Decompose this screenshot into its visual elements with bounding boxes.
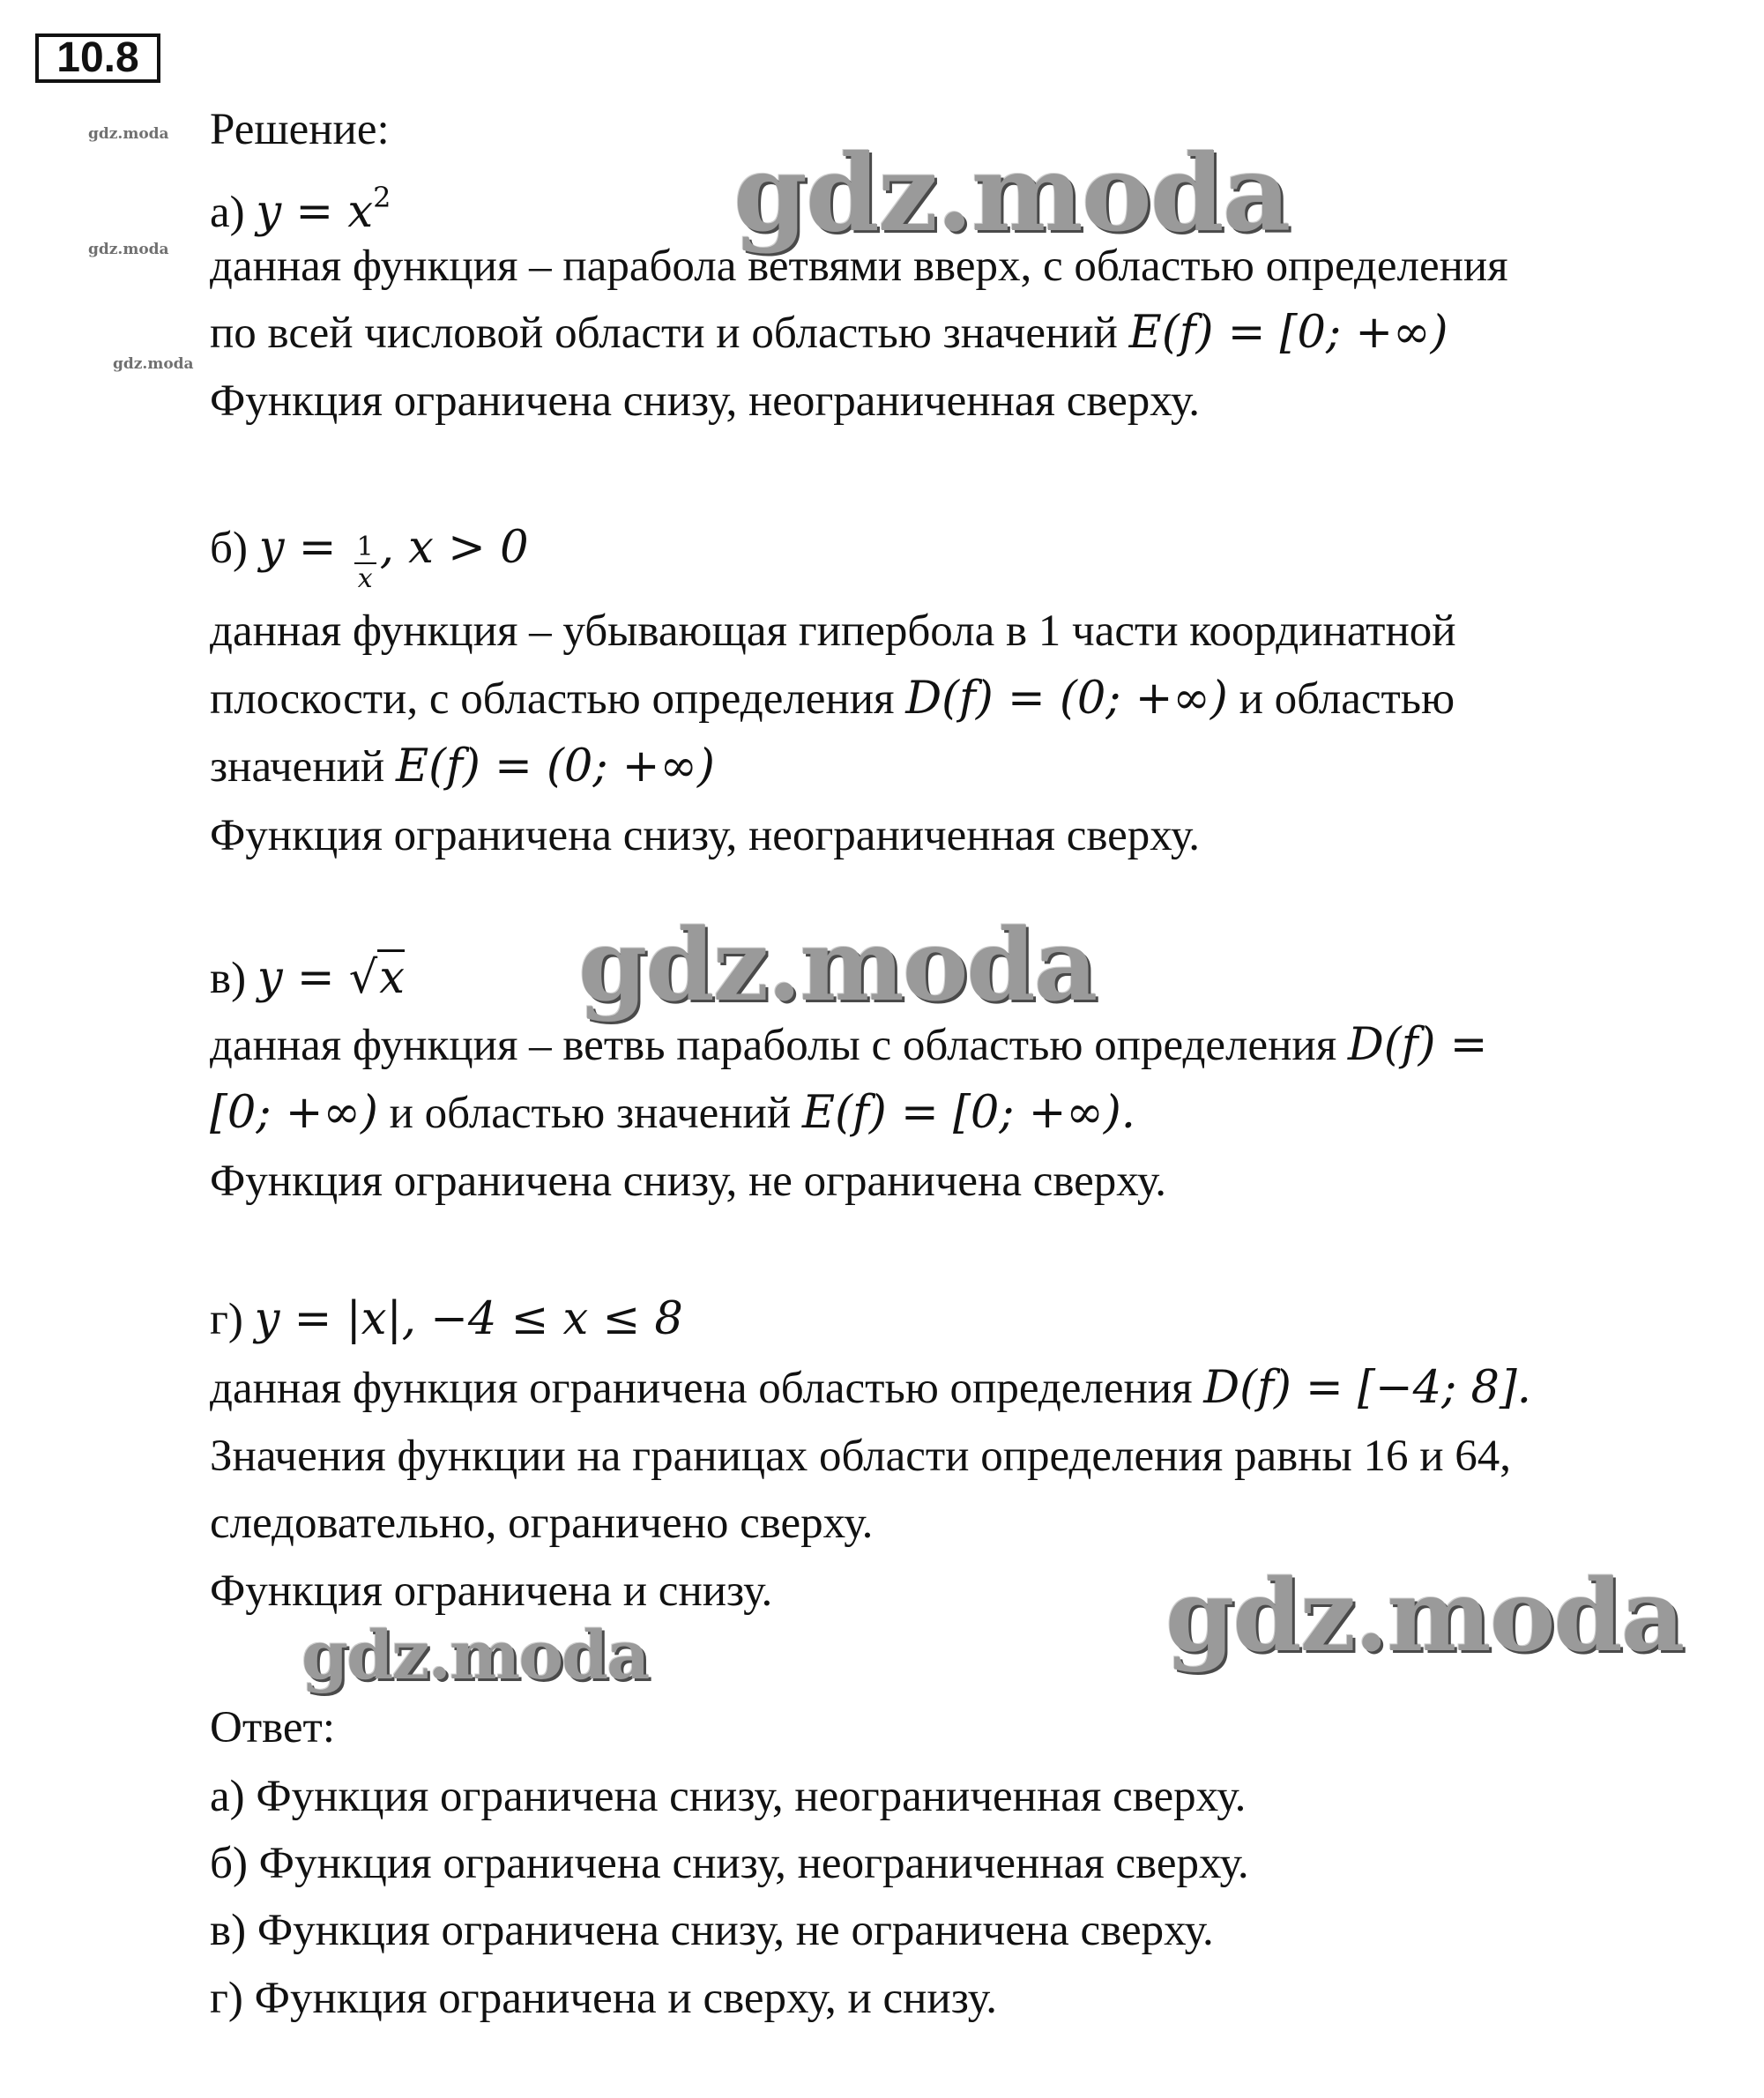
item-d-heading: г) y = |x|, −4 ≤ x ≤ 8 [210, 1293, 683, 1345]
answer-label: Ответ: [210, 1703, 335, 1752]
square-root: √x [349, 952, 405, 1005]
item-c-conclusion: Функция ограничена снизу, не ограничена сверху. [210, 1157, 1166, 1206]
domain-formula: D(f) = [1347, 1019, 1488, 1071]
answer-item: а) Функция ограничена снизу, неограниченная сверху. [210, 1772, 1247, 1821]
solution-label: Решение: [210, 105, 390, 154]
range-formula: E(f) = [0; +∞). [801, 1087, 1136, 1139]
watermark-small: gdz.moda [88, 125, 169, 143]
answer-item: в) Функция ограничена снизу, не ограничена сверху. [210, 1906, 1214, 1955]
item-a-desc-line1: данная функция – парабола ветвями вверх, с областью определения [210, 242, 1508, 291]
item-a-desc-line2: по всей числовой области и областью значений E(f) = [0; +∞) [210, 307, 1448, 359]
answer-item: б) Функция ограничена снизу, неограниченная сверху. [210, 1839, 1249, 1888]
watermark-small: gdz.moda [88, 241, 169, 258]
formula-d: y = |x|, −4 ≤ x ≤ 8 [254, 1293, 683, 1345]
answer-item: г) Функция ограничена и сверху, и снизу. [210, 1974, 997, 2023]
watermark-large: gdz.moda [733, 131, 1290, 256]
item-c-heading: в) y = √x [210, 952, 405, 1005]
watermark-large: gdz.moda [578, 908, 1097, 1023]
exponent: 2 [373, 181, 391, 214]
fraction: $\frac{1}{x}$ [354, 532, 376, 594]
item-a-conclusion: Функция ограничена снизу, неограниченная сверху. [210, 376, 1200, 426]
item-d-desc-line4: Функция ограничена и снизу. [210, 1566, 773, 1616]
watermark-small: gdz.moda [113, 355, 194, 373]
item-d-desc-line3: следовательно, ограничено сверху. [210, 1499, 874, 1548]
range-formula: E(f) = (0; +∞) [395, 740, 715, 792]
task-number: 10.8 [56, 34, 139, 81]
task-number-box [35, 33, 160, 83]
item-b-conclusion: Функция ограничена снизу, неограниченная сверху. [210, 811, 1200, 860]
watermark-large: gdz.moda [1165, 1559, 1684, 1674]
item-b-desc-line1: данная функция – убывающая гипербола в 1 части координатной [210, 606, 1456, 656]
watermark-large: gdz.moda [301, 1616, 649, 1694]
item-c-desc-line2: [0; +∞) и областью значений E(f) = [0; +∞). [210, 1087, 1136, 1139]
item-d-desc-line2: Значения функции на границах области определения равны 16 и 64, [210, 1432, 1512, 1481]
formula-a: y = x [256, 186, 374, 238]
item-b-desc-line2: плоскости, с областью определения D(f) = (0; +∞) и областью [210, 673, 1455, 725]
item-a-heading: а) $y = x^2$ [210, 181, 391, 238]
item-d-desc-line1: данная функция ограничена областью определения D(f) = [−4; 8]. [210, 1362, 1532, 1414]
range-formula: E(f) = [0; +∞) [1128, 307, 1448, 359]
item-b-desc-line3: значений E(f) = (0; +∞) [210, 740, 715, 792]
domain-formula: D(f) = (0; +∞) [905, 673, 1228, 725]
domain-formula: D(f) = [−4; 8]. [1203, 1362, 1532, 1414]
item-b-heading: б) y = $\frac{1}{x}$ , x > 0 [210, 522, 529, 594]
item-c-desc-line1: данная функция – ветвь параболы с областью определения D(f) = [210, 1019, 1488, 1071]
